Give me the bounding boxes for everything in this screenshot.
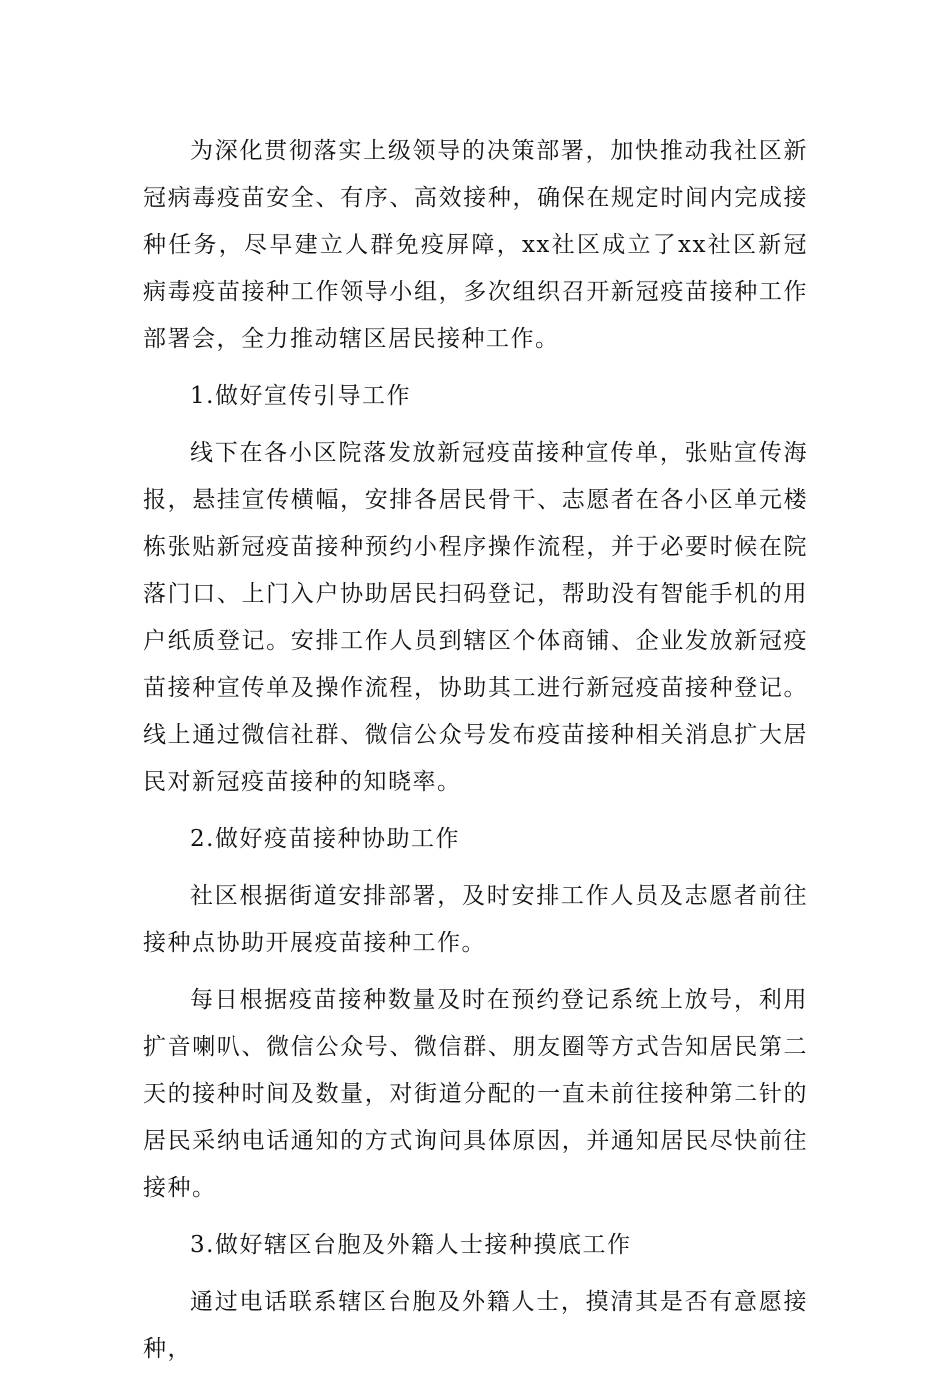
section-heading-publicity: 1.做好宣传引导工作: [190, 383, 411, 409]
paragraph-vaccination-assist: 社区根据街道安排部署，及时安排工作人员及志愿者前往接种点协助开展疫苗接种工作。: [143, 883, 808, 956]
section-heading-vaccination-assist: 2.做好疫苗接种协助工作: [190, 826, 460, 852]
document-body: [143, 128, 808, 1383]
paragraph-intro: 为深化贯彻落实上级领导的决策部署，加快推动我社区新冠病毒疫苗安全、有序、高效接种，确保在规定时间内完成接种任务，尽早建立人群免疫屏障，xx社区成立了xx社区新冠病毒疫苗接种工作领导小组，多次组织召开新冠疫苗接种工作部署会，全力推动辖区居民接种工作。: [143, 138, 808, 352]
paragraph-survey: 通过电话联系辖区台胞及外籍人士，摸清其是否有意愿接种，: [143, 1289, 808, 1362]
paragraph-publicity: 线下在各小区院落发放新冠疫苗接种宣传单，张贴宣传海报，悬挂宣传横幅，安排各居民骨干、志愿者在各小区单元楼栋张贴新冠疫苗接种预约小程序操作流程，并于必要时候在院落门口、上门入户协助居民扫码登记，帮助没有智能手机的用户纸质登记。安排工作人员到辖区个体商铺、企业发放新冠疫苗接种宣传单及操作流程，协助其工进行新冠疫苗接种登记。线上通过微信社群、微信公众号发布疫苗接种相关消息扩大居民对新冠疫苗接种的知晓率。: [143, 440, 808, 795]
section-heading-survey: 3.做好辖区台胞及外籍人士接种摸底工作: [190, 1232, 632, 1258]
paragraph-daily-booking: 每日根据疫苗接种数量及时在预约登记系统上放号，利用扩音喇叭、微信公众号、微信群、朋友圈等方式告知居民第二天的接种时间及数量，对街道分配的一直未前往接种第二针的居民采纳电话通知的方式询问具体原因，并通知居民尽快前往接种。: [143, 987, 808, 1201]
